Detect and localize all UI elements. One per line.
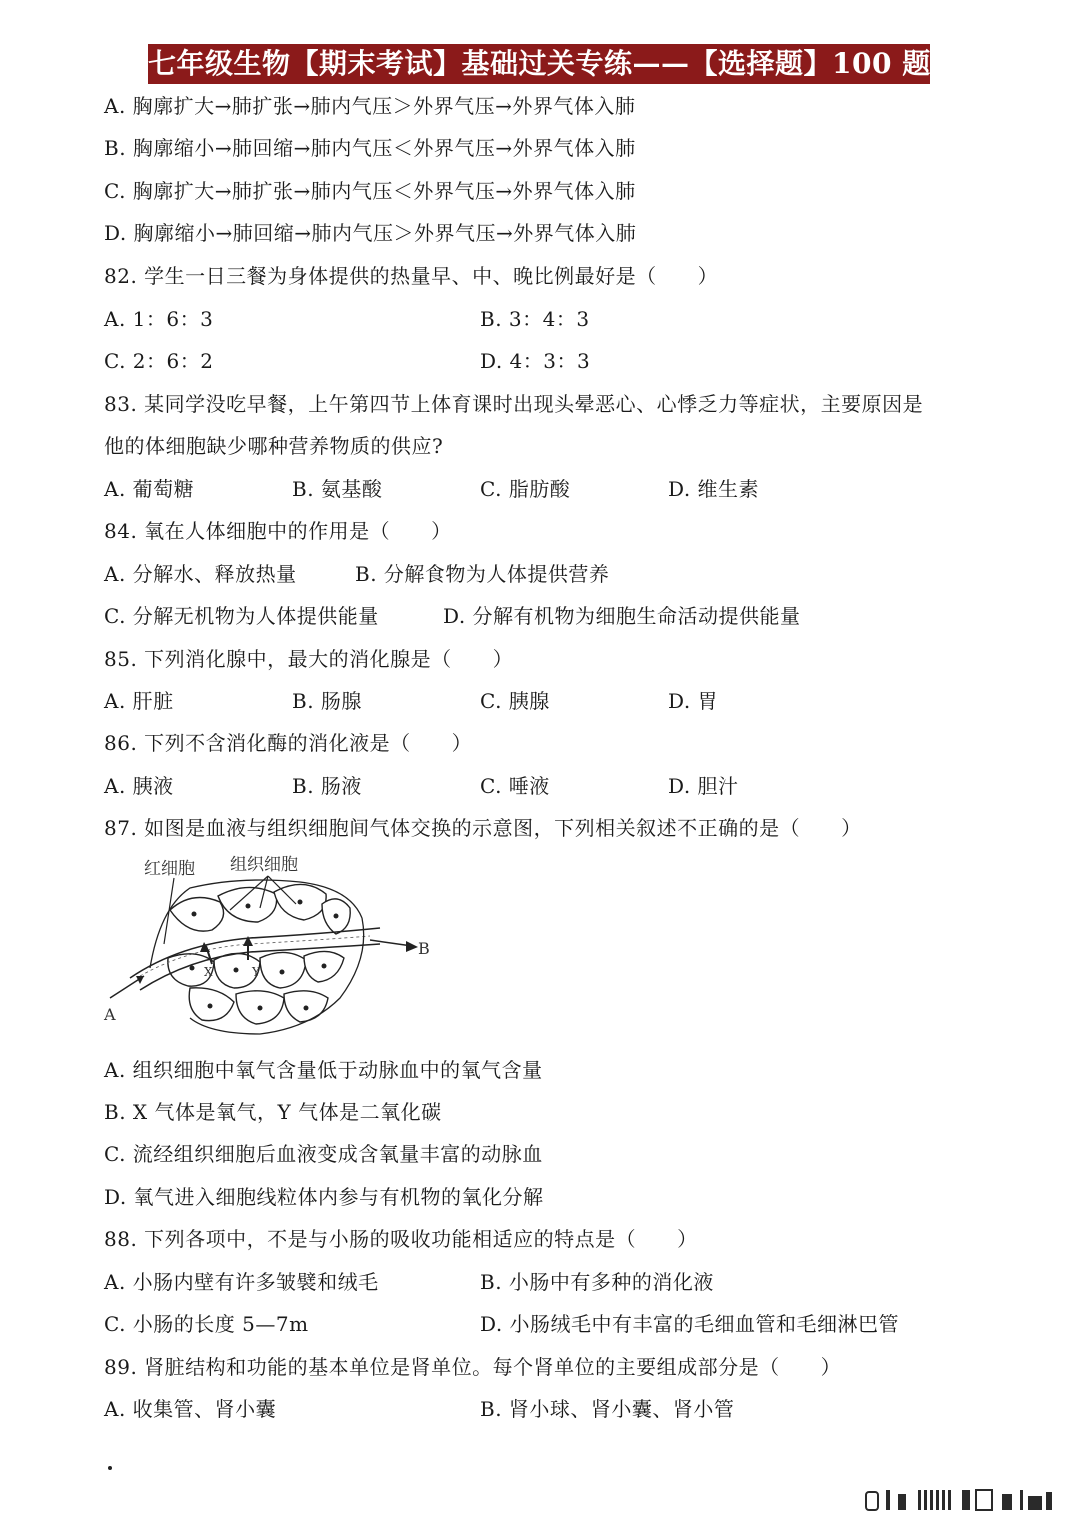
label-tissue-cell: 组织细胞	[230, 855, 298, 875]
q81-option-b: B. 胸廓缩小→肺回缩→肺内气压＜外界气压→外界气体入肺	[104, 136, 636, 160]
label-y: Y	[252, 965, 260, 979]
q85-option-d: D. 胃	[668, 689, 719, 713]
q82-option-b: B. 3：4：3	[480, 307, 590, 331]
q85-option-a: A. 肝脏	[104, 689, 174, 713]
q84-stem: 84. 氧在人体细胞中的作用是（ ）	[104, 519, 452, 543]
q84-option-c: C. 分解无机物为人体提供能量	[104, 604, 379, 628]
q84-option-a: A. 分解水、释放热量	[104, 562, 297, 586]
q81-option-d: D. 胸廓缩小→肺回缩→肺内气压＞外界气压→外界气体入肺	[104, 221, 637, 245]
q89-stem: 89. 肾脏结构和功能的基本单位是肾单位。每个肾单位的主要组成部分是（ ）	[104, 1355, 842, 1379]
label-red-blood-cell: 红细胞	[144, 859, 195, 879]
q88-option-c: C. 小肠的长度 5—7m	[104, 1312, 309, 1336]
q83-option-a: A. 葡萄糖	[104, 477, 195, 501]
q87-option-d: D. 氧气进入细胞线粒体内参与有机物的氧化分解	[104, 1185, 544, 1209]
gas-exchange-diagram	[100, 848, 440, 1038]
tissue-cell	[170, 898, 224, 932]
arrow-b	[370, 940, 412, 946]
label-x: X	[204, 965, 213, 979]
q82-option-a: A. 1：6：3	[104, 307, 214, 331]
q81-option-a: A. 胸廓扩大→肺扩张→肺内气压＞外界气压→外界气体入肺	[104, 94, 636, 118]
q88-option-b: B. 小肠中有多种的消化液	[480, 1270, 714, 1294]
q84-option-d: D. 分解有机物为细胞生命活动提供能量	[443, 604, 801, 628]
q82-option-c: C. 2：6：2	[104, 349, 214, 373]
q81-option-c: C. 胸廓扩大→肺扩张→肺内气压＜外界气压→外界气体入肺	[104, 179, 636, 203]
label-b: B	[418, 939, 430, 958]
watermark-icon	[862, 1484, 1062, 1516]
q86-stem: 86. 下列不含消化酶的消化液是（ ）	[104, 731, 473, 755]
q86-option-a: A. 胰液	[104, 774, 174, 798]
q88-stem: 88. 下列各项中，不是与小肠的吸收功能相适应的特点是（ ）	[104, 1227, 698, 1251]
q86-option-c: C. 唾液	[480, 774, 550, 798]
label-a: A	[104, 1005, 116, 1024]
q82-stem: 82. 学生一日三餐为身体提供的热量早、中、晚比例最好是（ ）	[104, 264, 719, 288]
bullet-dot	[108, 1466, 112, 1470]
page-title: 七年级生物【期末考试】基础过关专练——【选择题】100 题	[148, 44, 930, 84]
q86-option-d: D. 胆汁	[668, 774, 739, 798]
q88-option-d: D. 小肠绒毛中有丰富的毛细血管和毛细淋巴管	[480, 1312, 900, 1336]
q87-stem: 87. 如图是血液与组织细胞间气体交换的示意图，下列相关叙述不正确的是（ ）	[104, 816, 862, 840]
q83-option-b: B. 氨基酸	[292, 477, 383, 501]
q84-option-b: B. 分解食物为人体提供营养	[355, 562, 610, 586]
q83-stem-line1: 83. 某同学没吃早餐，上午第四节上体育课时出现头晕恶心、心悸乏力等症状，主要原因是	[104, 392, 924, 416]
q88-option-a: A. 小肠内壁有许多皱襞和绒毛	[104, 1270, 379, 1294]
q89-option-a: A. 收集管、肾小囊	[104, 1397, 277, 1421]
q83-option-c: C. 脂肪酸	[480, 477, 571, 501]
q87-option-c: C. 流经组织细胞后血液变成含氧量丰富的动脉血	[104, 1142, 543, 1166]
q83-stem-line2: 他的体细胞缺少哪种营养物质的供应?	[104, 434, 444, 458]
q82-option-d: D. 4：3：3	[480, 349, 591, 373]
q85-option-c: C. 胰腺	[480, 689, 550, 713]
q89-option-b: B. 肾小球、肾小囊、肾小管	[480, 1397, 735, 1421]
q83-option-d: D. 维生素	[668, 477, 760, 501]
q87-option-a: A. 组织细胞中氧气含量低于动脉血中的氧气含量	[104, 1058, 543, 1082]
q85-stem: 85. 下列消化腺中，最大的消化腺是（ ）	[104, 647, 514, 671]
q85-option-b: B. 肠腺	[292, 689, 362, 713]
q87-option-b: B. X 气体是氧气，Y 气体是二氧化碳	[104, 1100, 442, 1124]
q86-option-b: B. 肠液	[292, 774, 362, 798]
